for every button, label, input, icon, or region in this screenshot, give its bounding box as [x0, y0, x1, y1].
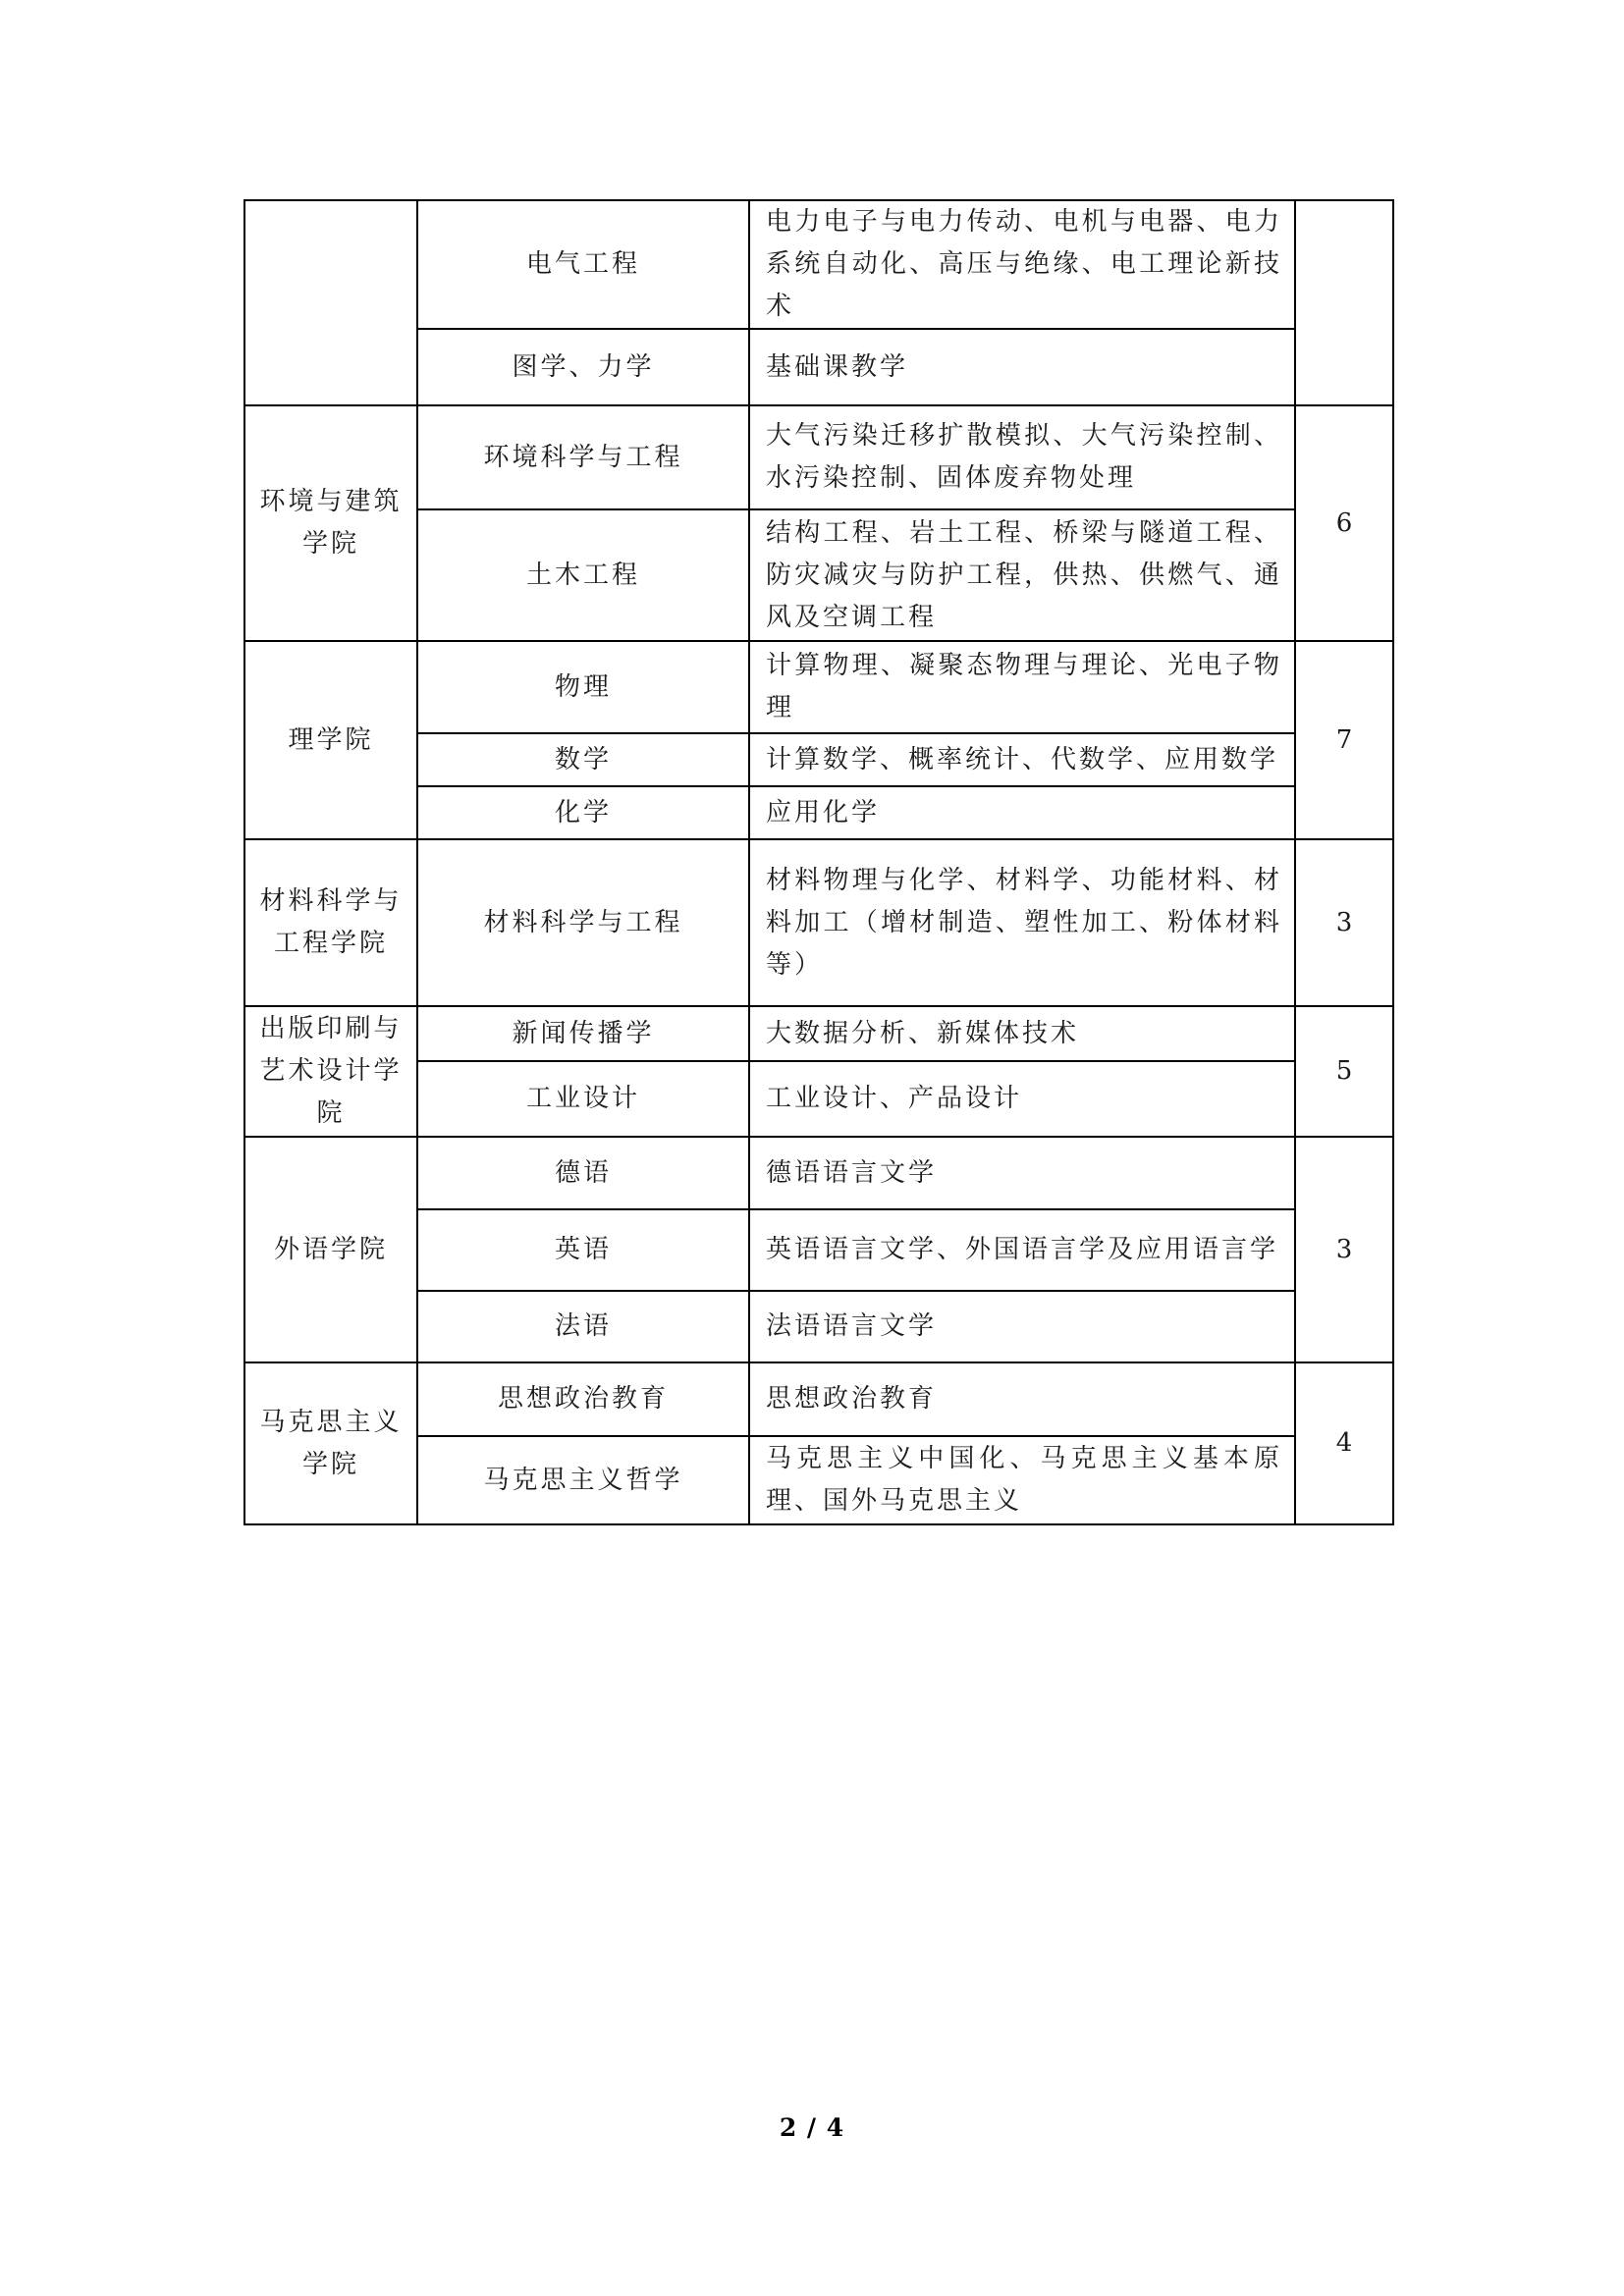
- table-row: [244, 1006, 1393, 1061]
- recruitment-table: [244, 199, 1394, 1525]
- discipline-cell: 新闻传播学: [417, 1006, 749, 1061]
- direction-cell: 大气污染迁移扩散模拟、大气污染控制、水污染控制、固体废弃物处理: [749, 405, 1295, 509]
- college-cell: 外语学院: [244, 1137, 417, 1362]
- count-cell: 4: [1295, 1362, 1393, 1524]
- direction-cell: 电力电子与电力传动、电机与电器、电力系统自动化、高压与绝缘、电工理论新技术: [749, 200, 1295, 329]
- count-cell: 3: [1295, 839, 1393, 1006]
- college-cell: 理学院: [244, 641, 417, 839]
- direction-cell: 结构工程、岩土工程、桥梁与隧道工程、防灾减灾与防护工程，供热、供燃气、通风及空调工程: [749, 509, 1295, 641]
- direction-cell: 思想政治教育: [749, 1362, 1295, 1436]
- direction-cell: 大数据分析、新媒体技术: [749, 1006, 1295, 1061]
- count-cell: 7: [1295, 641, 1393, 839]
- table-row: [244, 1362, 1393, 1436]
- table-row: [244, 1436, 1393, 1524]
- college-cell: 材料科学与工程学院: [244, 839, 417, 1006]
- discipline-cell: 物理: [417, 641, 749, 733]
- discipline-cell: 马克思主义哲学: [417, 1436, 749, 1524]
- college-cell: 马克思主义学院: [244, 1362, 417, 1524]
- table-row: [244, 839, 1393, 1006]
- direction-cell: 材料物理与化学、材料学、功能材料、材料加工（增材制造、塑性加工、粉体材料等）: [749, 839, 1295, 1006]
- discipline-cell: 思想政治教育: [417, 1362, 749, 1436]
- discipline-cell: 土木工程: [417, 509, 749, 641]
- table-row: [244, 1061, 1393, 1137]
- college-cell: 出版印刷与艺术设计学院: [244, 1006, 417, 1137]
- discipline-cell: 化学: [417, 786, 749, 839]
- discipline-cell: 法语: [417, 1291, 749, 1362]
- college-cell: [244, 200, 417, 405]
- count-cell: 6: [1295, 405, 1393, 641]
- discipline-cell: 英语: [417, 1209, 749, 1291]
- discipline-cell: 数学: [417, 733, 749, 786]
- direction-cell: 计算数学、概率统计、代数学、应用数学: [749, 733, 1295, 786]
- page-number: 2 / 4: [779, 2113, 845, 2142]
- table-row: [244, 200, 1393, 329]
- direction-cell: 马克思主义中国化、马克思主义基本原理、国外马克思主义: [749, 1436, 1295, 1524]
- direction-cell: 计算物理、凝聚态物理与理论、光电子物理: [749, 641, 1295, 733]
- table-row: [244, 1291, 1393, 1362]
- table-row: [244, 405, 1393, 509]
- table-row: [244, 733, 1393, 786]
- discipline-cell: 德语: [417, 1137, 749, 1209]
- count-cell: [1295, 200, 1393, 405]
- direction-cell: 法语语言文学: [749, 1291, 1295, 1362]
- direction-cell: 英语语言文学、外国语言学及应用语言学: [749, 1209, 1295, 1291]
- direction-cell: 应用化学: [749, 786, 1295, 839]
- college-cell: 环境与建筑学院: [244, 405, 417, 641]
- table-row: [244, 509, 1393, 641]
- discipline-cell: 电气工程: [417, 200, 749, 329]
- table-row: [244, 786, 1393, 839]
- count-cell: 3: [1295, 1137, 1393, 1362]
- table-row: [244, 1209, 1393, 1291]
- table-row: [244, 329, 1393, 405]
- direction-cell: 工业设计、产品设计: [749, 1061, 1295, 1137]
- discipline-cell: 材料科学与工程: [417, 839, 749, 1006]
- discipline-cell: 环境科学与工程: [417, 405, 749, 509]
- table-row: [244, 1137, 1393, 1209]
- discipline-cell: 工业设计: [417, 1061, 749, 1137]
- direction-cell: 德语语言文学: [749, 1137, 1295, 1209]
- direction-cell: 基础课教学: [749, 329, 1295, 405]
- discipline-cell: 图学、力学: [417, 329, 749, 405]
- table-row: [244, 641, 1393, 733]
- count-cell: 5: [1295, 1006, 1393, 1137]
